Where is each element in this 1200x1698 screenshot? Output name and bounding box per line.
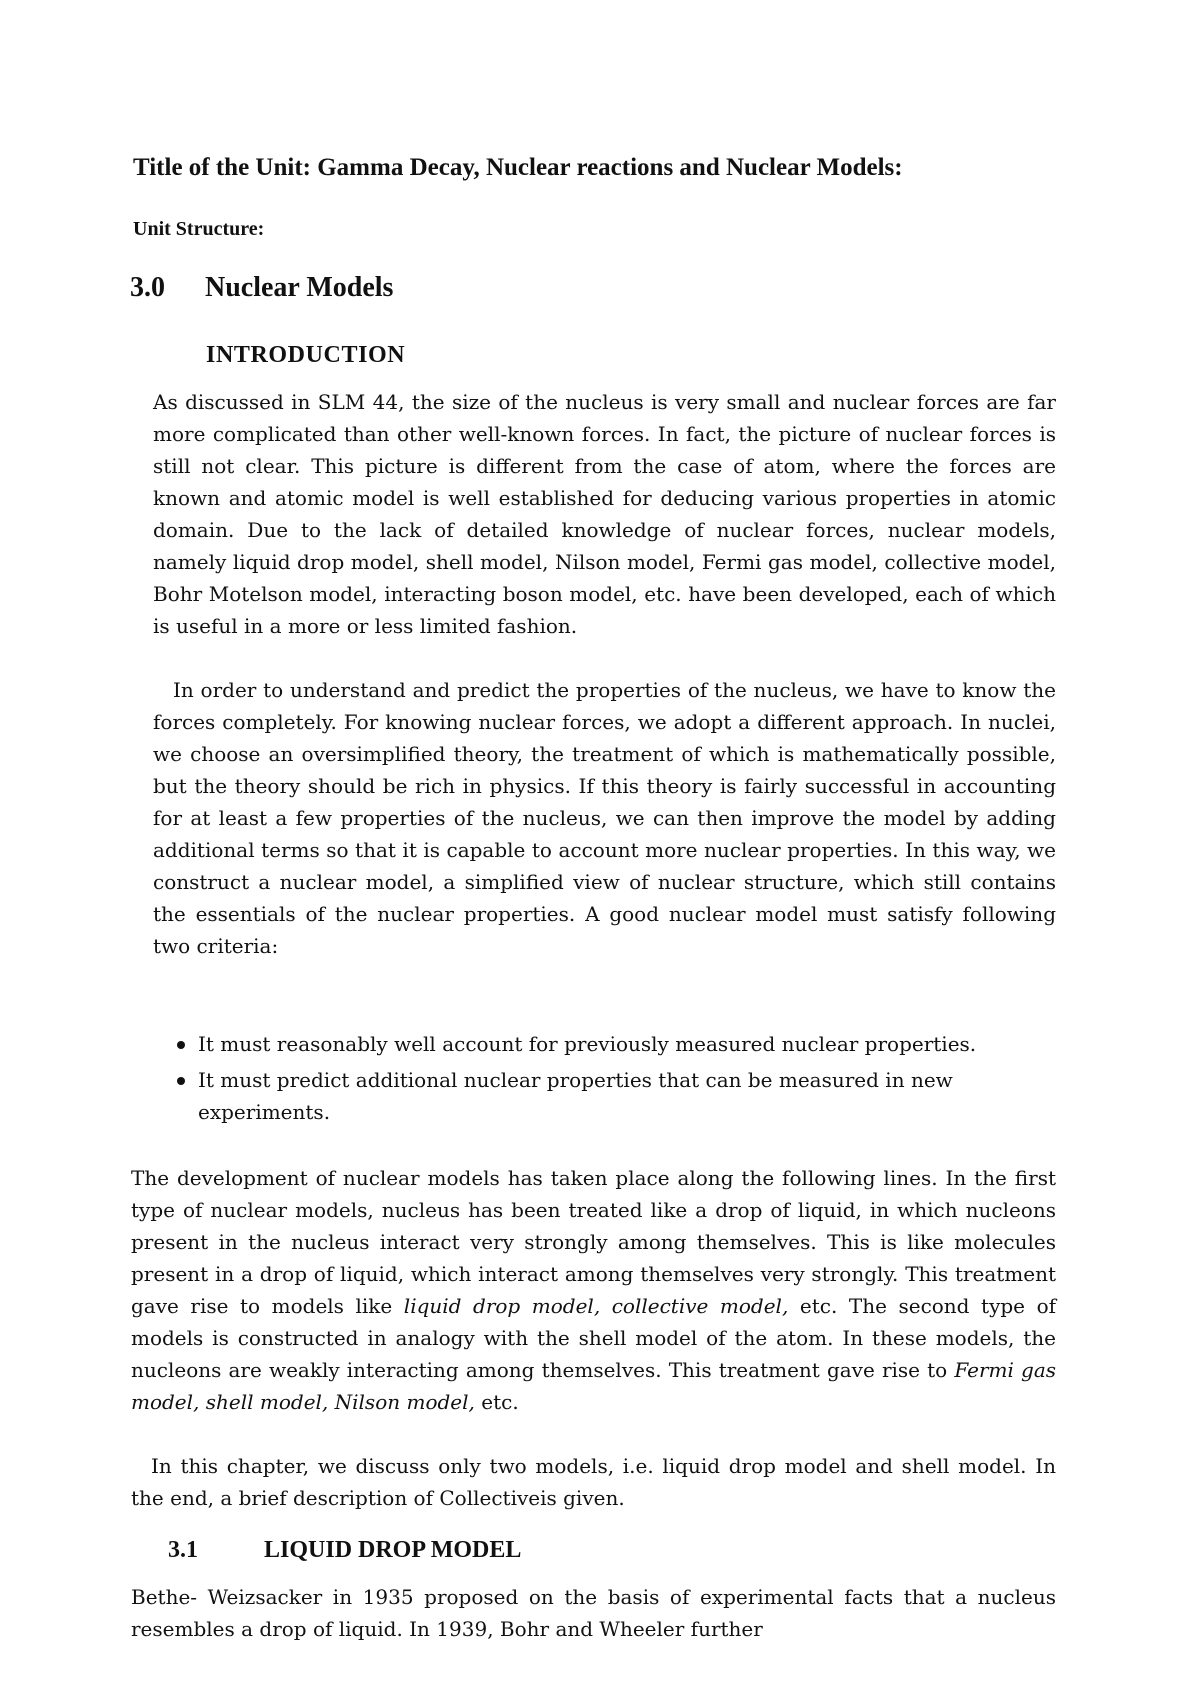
criteria-text: It must predict additional nuclear properties that can be measured in new experiments. xyxy=(198,1068,953,1124)
paragraph-text: The development of nuclear models has taken place along the following lines. In the first type of nuclear models, nucleus has been treated like a drop of liquid, in which nucleons present in the nucleus interact very strongly among themselves. This is like molecules present in a drop of liquid, which interact among themselves very strongly. This treatment gave rise to models like xyxy=(131,1166,1056,1318)
paragraph-development xyxy=(131,1162,1056,1418)
section-heading-3-1 xyxy=(168,1536,668,1566)
bullet-icon xyxy=(177,1077,185,1085)
paragraph-intro-1: As discussed in SLM 44, the size of the nucleus is very small and nuclear forces are far more complicated than other well-known forces. In fact, the picture of nuclear forces is still not clear. This picture is different from the case of atom, where the forces are known and atomic model is well established for deducing various properties in atomic domain. Due to the lack of detailed knowledge of nuclear forces, nuclear models, namely liquid drop model, shell model, Nilson model, Fermi gas model, collective model, Bohr Motelson model, interacting boson model, etc. have been developed, each of which is useful in a more or less limited fashion. xyxy=(153,390,1056,638)
section-title: LIQUID DROP MODEL xyxy=(264,1537,522,1563)
italic-model-names: Fermi gas model, shell model, Nilson model, xyxy=(131,1358,1057,1414)
paragraph-intro-2: In order to understand and predict the properties of the nucleus, we have to know the forces completely. For knowing nuclear forces, we adopt a different approach. In nuclei, we choose an oversimplified theory, the treatment of which is mathematically possible, but the theory should be rich in physics. If this theory is fairly successful in accounting for at least a few properties of the nucleus, we can then improve the model by adding additional terms so that it is capable to account more nuclear properties. In this way, we construct a nuclear model, a simplified view of nuclear structure, which still contains the essentials of the nuclear properties. A good nuclear model must satisfy following two criteria: xyxy=(153,678,1056,958)
paragraph-text: etc. xyxy=(474,1390,519,1414)
introduction-heading: INTRODUCTION xyxy=(206,342,406,368)
section-number: 3.1 xyxy=(168,1537,198,1563)
section-title: Nuclear Models xyxy=(205,272,394,303)
paragraph-liquid-drop: Bethe- Weizsacker in 1935 proposed on the basis of experimental facts that a nucleus resembles a drop of liquid. In 1939, Bohr and Wheeler further xyxy=(131,1585,1056,1641)
italic-model-names: liquid drop model, collective model, xyxy=(403,1294,789,1318)
criteria-item xyxy=(173,1064,1083,1128)
section-number: 3.0 xyxy=(130,272,165,303)
criteria-text: It must reasonably well account for previously measured nuclear properties. xyxy=(198,1032,977,1056)
criteria-item xyxy=(173,1028,1083,1060)
section-heading-3-0 xyxy=(130,272,530,306)
paragraph-chapter-scope: In this chapter, we discuss only two models, i.e. liquid drop model and shell model. In the end, a brief description of Collectiveis given. xyxy=(131,1454,1056,1510)
unit-structure-label: Unit Structure: xyxy=(133,218,265,240)
bullet-icon xyxy=(177,1041,185,1049)
criteria-list xyxy=(173,1028,1083,1132)
unit-title: Title of the Unit: Gamma Decay, Nuclear reactions and Nuclear Models: xyxy=(133,154,903,181)
paragraph-text: etc. The second type of models is constructed in analogy with the shell model of the atom. In these models, the nucleons are weakly interacting among themselves. This treatment gave rise to xyxy=(131,1294,1057,1382)
